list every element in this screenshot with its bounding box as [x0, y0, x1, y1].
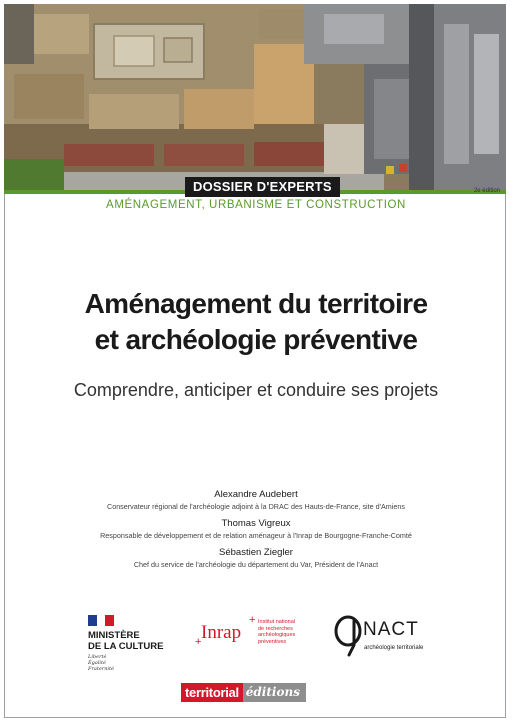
- publisher-brand: territorial: [181, 683, 243, 702]
- publisher-suffix: éditions: [243, 683, 306, 702]
- ministere-culture-logo: [88, 615, 180, 680]
- book-title: [0, 286, 512, 358]
- ministere-motto: [88, 654, 180, 672]
- book-subtitle: Comprendre, anticiper et conduire ses projets: [73, 380, 439, 400]
- edition-label: 2e édition: [473, 188, 500, 194]
- series-badge: DOSSIER D'EXPERTS: [185, 177, 340, 197]
- inrap-desc-line: préventives: [258, 638, 287, 645]
- ministere-line-2: DE LA CULTURE: [88, 641, 164, 652]
- author-role: Chef du service de l'archéologie du département du Var, Président de l'Anact: [133, 560, 379, 569]
- author-name: Sébastien Ziegler: [219, 547, 293, 558]
- inrap-description: [258, 619, 295, 645]
- anact-wordmark: NACT: [363, 619, 419, 640]
- motto-egalite: Égalité: [88, 660, 106, 666]
- author-name: Alexandre Audebert: [214, 489, 298, 500]
- ministere-line-1: MINISTÈRE: [88, 630, 140, 641]
- anact-tagline: archéologie territoriale: [364, 645, 424, 651]
- aerial-excavation-photo: [4, 4, 506, 190]
- author-name: Thomas Vigreux: [221, 518, 291, 529]
- french-flag-icon: [88, 615, 114, 626]
- inrap-wordmark: Inrap: [201, 622, 242, 643]
- inrap-logo: [195, 614, 320, 654]
- publisher-logo: [181, 683, 306, 702]
- title-line-2: et archéologie préventive: [94, 324, 418, 355]
- motto-liberte: Liberté: [88, 654, 107, 660]
- motto-fraternite: Fraternité: [88, 666, 114, 672]
- anact-a-mark-icon: [334, 615, 364, 657]
- author-role: Conservateur régional de l'archéologie adjoint à la DRAC des Hauts-de-France, site d'Amiens: [107, 502, 405, 511]
- authors-block: [0, 488, 512, 575]
- title-line-1: Aménagement du territoire: [84, 288, 428, 319]
- inrap-plus-icon: +: [249, 614, 256, 626]
- author-role: Responsable de développement et de relation aménageur à l'Inrap de Bourgogne-Franche-Comté: [100, 531, 412, 540]
- collection-theme: AMÉNAGEMENT, URBANISME ET CONSTRUCTION: [106, 199, 406, 211]
- anact-logo: [334, 615, 434, 659]
- inrap-desc-line: archéologiques: [258, 632, 296, 638]
- inrap-desc-line: de recherches: [258, 625, 293, 632]
- inrap-desc-line: Institut national: [258, 619, 295, 625]
- inrap-plus-icon: +: [195, 636, 202, 648]
